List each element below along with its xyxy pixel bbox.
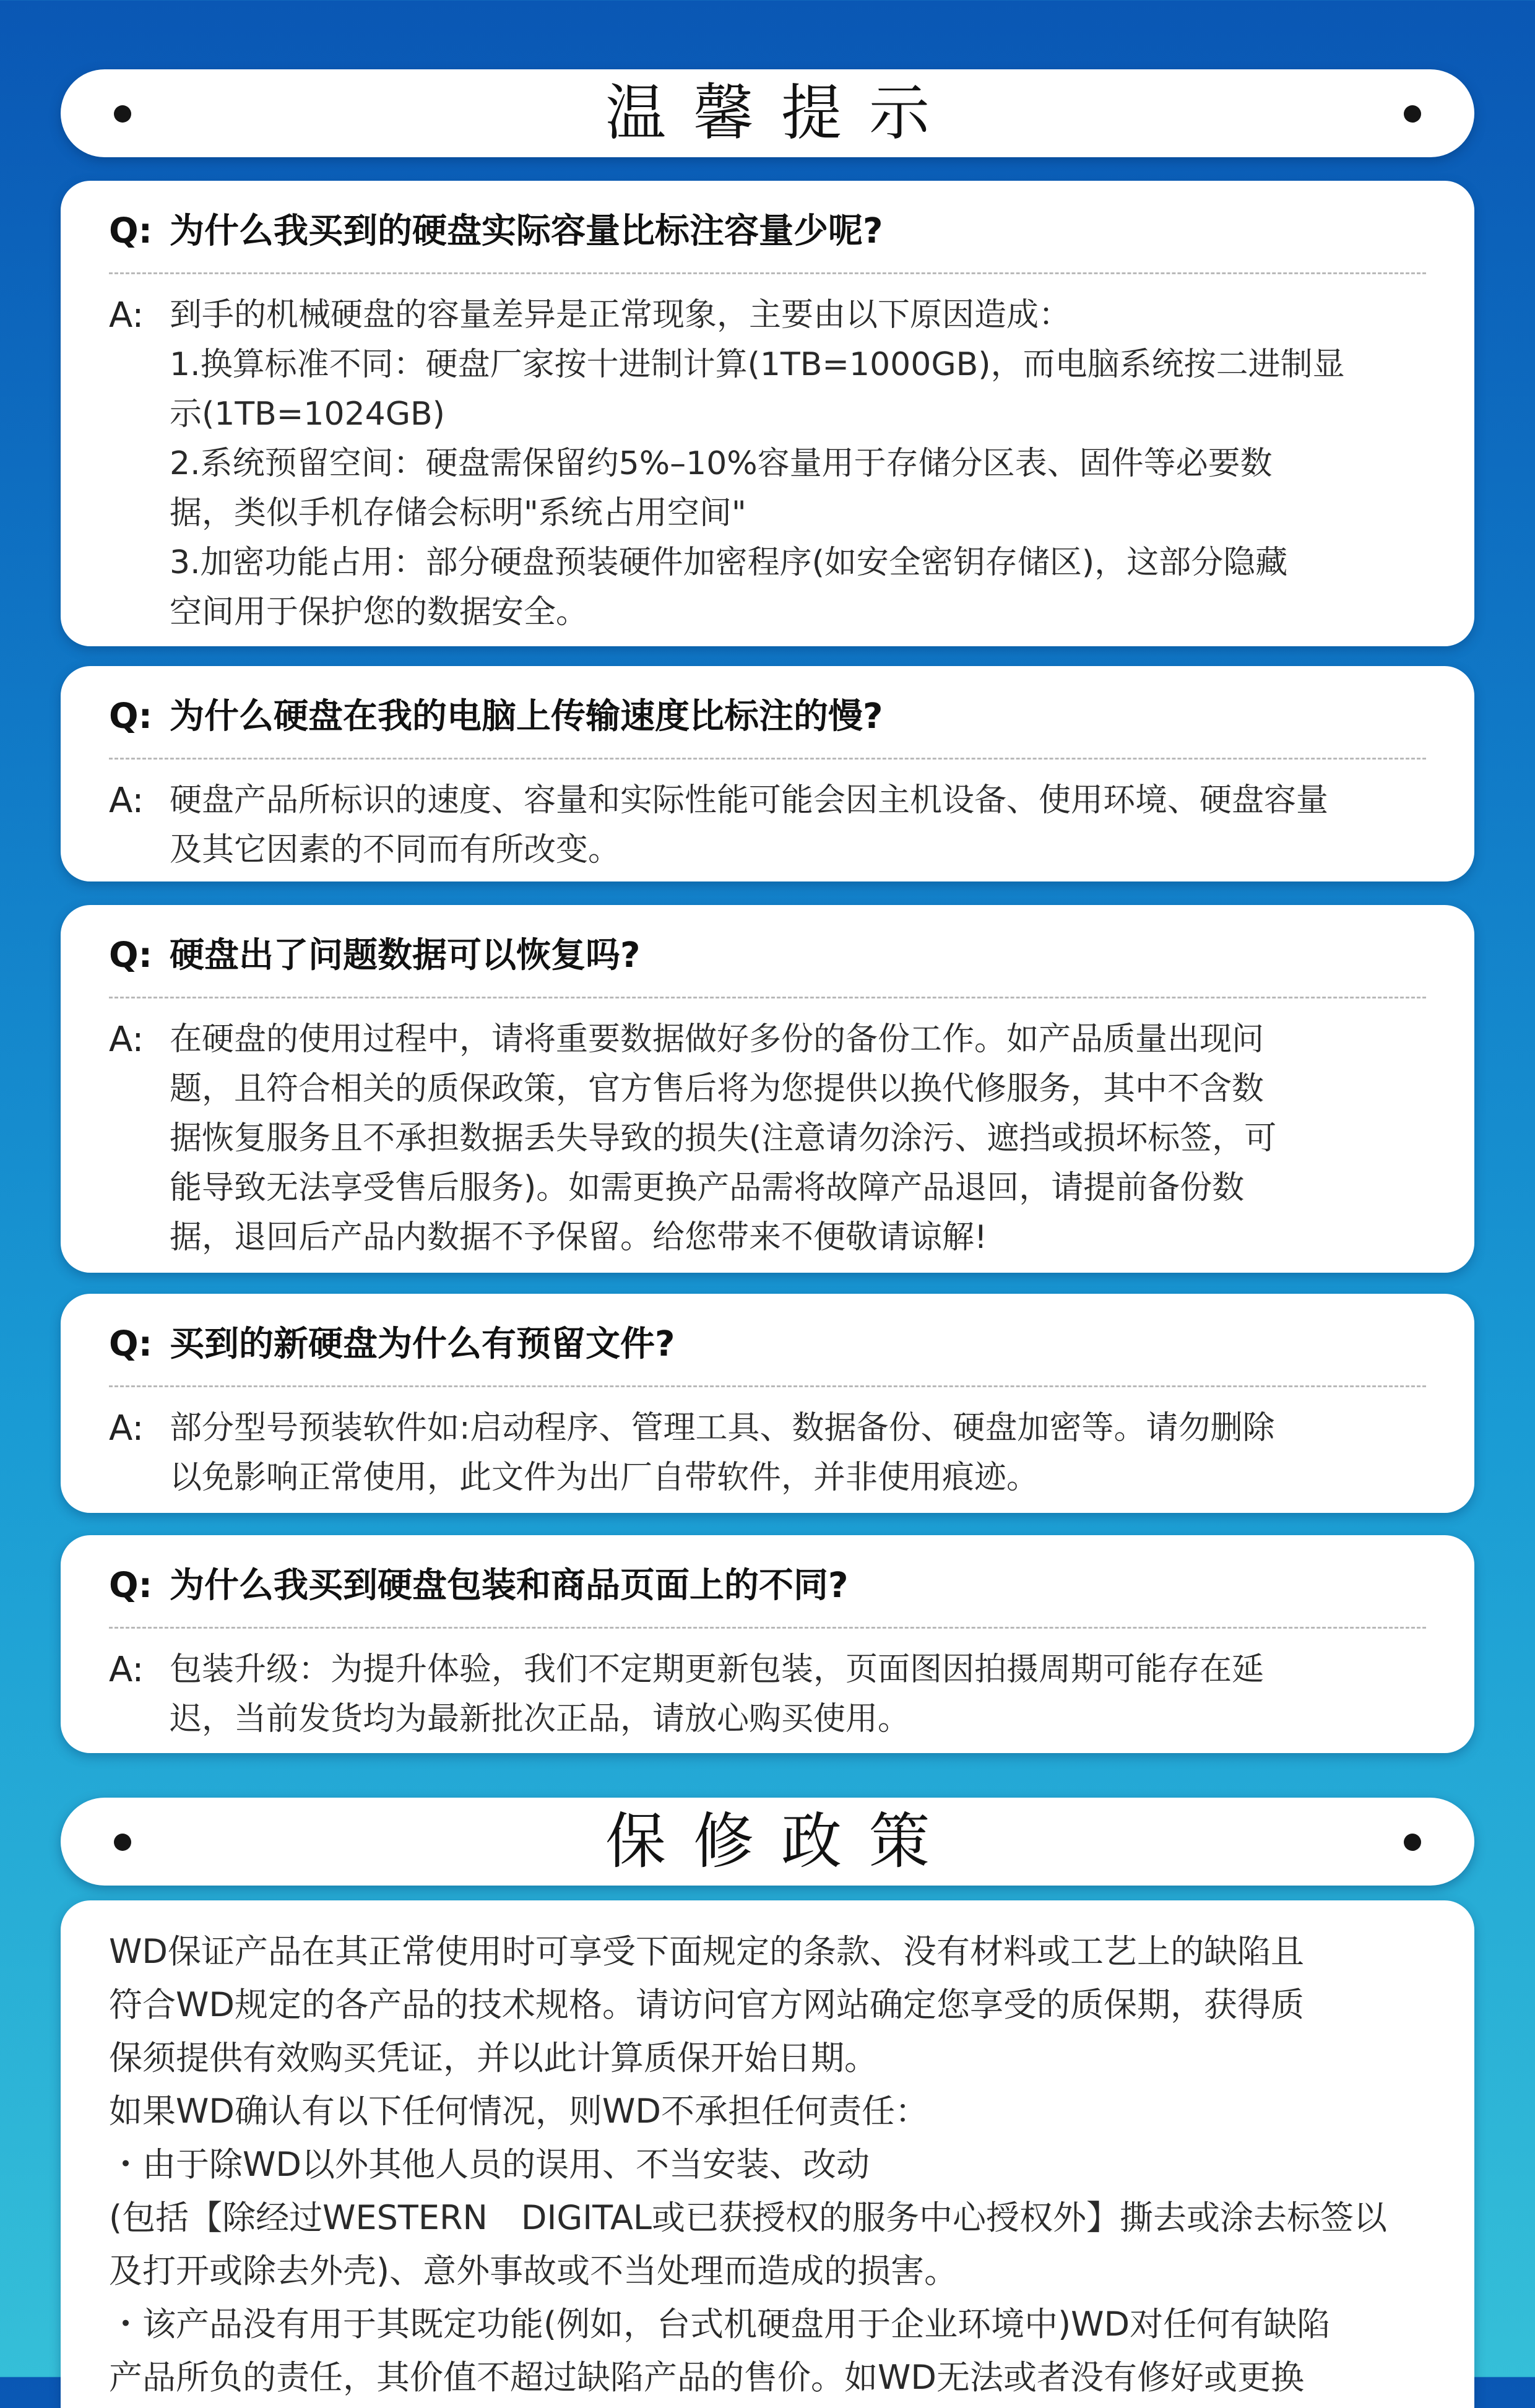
answer-line: 据，类似手机存储会标明"系统占用空间": [170, 495, 746, 532]
answer-text: [170, 290, 1426, 637]
warranty-line: WD保证产品在其正常使用时可享受下面规定的条款、没有材料或工艺上的缺陷且: [109, 1932, 1304, 1971]
warranty-banner-title: 保修政策: [605, 1806, 957, 1877]
answer-line: 硬盘产品所标识的速度、容量和实际性能可能会因主机设备、使用环境、硬盘容量: [170, 782, 1329, 819]
answer-row: [109, 1403, 1426, 1502]
tips-banner: [61, 69, 1474, 157]
warranty-line: 符合WD规定的各产品的技术规格。请访问官方网站确定您享受的质保期，获得质: [109, 1985, 1304, 2024]
answer-line: 题，且符合相关的质保政策，官方售后将为您提供以换代修服务，其中不含数: [170, 1070, 1265, 1107]
answer-line: 包装升级：为提升体验，我们不定期更新包装，页面图因拍摄周期可能存在延: [170, 1651, 1265, 1688]
answer-row: [109, 290, 1426, 637]
bullet-dot-icon: [1404, 1834, 1421, 1851]
question-text: 为什么我买到硬盘包装和商品页面上的不同?: [170, 1566, 849, 1606]
tips-banner-title: 温馨提示: [605, 78, 957, 149]
bullet-dot-icon: [1404, 105, 1421, 123]
warranty-line: 如果WD确认有以下任何情况，则WD不承担任何责任：: [109, 2092, 928, 2131]
warranty-banner: [61, 1798, 1474, 1886]
question-text: 为什么我买到的硬盘实际容量比标注容量少呢?: [170, 211, 883, 251]
answer-line: 据，退回后产品内数据不予保留。给您带来不便敬请谅解!: [170, 1219, 987, 1256]
warranty-card: [61, 1900, 1474, 2408]
warranty-line: ・该产品没有用于其既定功能(例如，台式机硬盘用于企业环境中)WD对任何有缺陷: [109, 2305, 1331, 2344]
warranty-line: 及打开或除去外壳)、意外事故或不当处理而造成的损害。: [109, 2251, 958, 2290]
answer-mark: A:: [109, 1408, 144, 1449]
answer-line: 部分型号预装软件如:启动程序、管理工具、数据备份、硬盘加密等。请勿删除: [170, 1410, 1275, 1447]
answer-line: 能导致无法享受售后服务)。如需更换产品需将故障产品退回，请提前备份数: [170, 1169, 1245, 1206]
answer-text: [170, 1645, 1426, 1744]
answer-line: 以免影响正常使用，此文件为出厂自带软件，并非使用痕迹。: [170, 1459, 1039, 1496]
warranty-line: 保须提供有效购买凭证，并以此计算质保开始日期。: [109, 2038, 878, 2077]
dashed-divider: [109, 997, 1426, 998]
dashed-divider: [109, 1385, 1426, 1387]
faq-card: [61, 1294, 1474, 1513]
answer-line: 到手的机械硬盘的容量差异是正常现象，主要由以下原因造成：: [170, 297, 1071, 334]
question-text: 为什么硬盘在我的电脑上传输速度比标注的慢?: [170, 696, 883, 737]
answer-text: [170, 1403, 1426, 1502]
answer-line: 2.系统预留空间：硬盘需保留约5%–10%容量用于存储分区表、固件等必要数: [170, 445, 1273, 482]
question-mark: Q:: [109, 696, 152, 737]
answer-mark: A:: [109, 1020, 144, 1060]
warranty-line: (包括【除经过WESTERN DIGITAL或已获授权的服务中心授权外】撕去或涂去标签以: [109, 2198, 1387, 2237]
answer-line: 在硬盘的使用过程中，请将重要数据做好多份的备份工作。如产品质量出现问: [170, 1021, 1265, 1058]
question-row: [109, 206, 1426, 258]
question-row: [109, 691, 1426, 743]
question-row: [109, 1319, 1426, 1371]
dashed-divider: [109, 758, 1426, 760]
question-row: [109, 930, 1426, 982]
faq-card: [61, 181, 1474, 646]
question-text: 买到的新硬盘为什么有预留文件?: [170, 1324, 675, 1364]
dashed-divider: [109, 272, 1426, 274]
question-mark: Q:: [109, 211, 152, 251]
answer-line: 空间用于保护您的数据安全。: [170, 594, 589, 631]
question-mark: Q:: [109, 1324, 152, 1364]
answer-mark: A:: [109, 781, 144, 821]
faq-card: [61, 666, 1474, 881]
question-mark: Q:: [109, 1566, 152, 1606]
question-row: [109, 1560, 1426, 1612]
answer-line: 1.换算标准不同：硬盘厂家按十进制计算(1TB=1000GB)，而电脑系统按二进制显: [170, 346, 1345, 383]
answer-line: 示(1TB=1024GB): [170, 396, 445, 433]
question-mark: Q:: [109, 935, 152, 976]
answer-line: 据恢复服务且不承担数据丢失导致的损失(注意请勿涂污、遮挡或损坏标签，可: [170, 1120, 1277, 1157]
answer-mark: A:: [109, 295, 144, 336]
answer-text: [170, 1015, 1426, 1262]
answer-line: 及其它因素的不同而有所改变。: [170, 831, 621, 868]
answer-line: 迟，当前发货均为最新批次正品，请放心购买使用。: [170, 1700, 910, 1738]
answer-text: [170, 776, 1426, 875]
faq-card: [61, 1535, 1474, 1753]
dashed-divider: [109, 1627, 1426, 1629]
answer-row: [109, 1645, 1426, 1744]
question-text: 硬盘出了问题数据可以恢复吗?: [170, 935, 641, 976]
answer-row: [109, 776, 1426, 875]
answer-row: [109, 1015, 1426, 1262]
warranty-line: ・由于除WD以外其他人员的误用、不当安装、改动: [109, 2145, 870, 2184]
faq-card: [61, 905, 1474, 1273]
answer-line: 3.加密功能占用：部分硬盘预装硬件加密程序(如安全密钥存储区)，这部分隐藏: [170, 544, 1288, 581]
warranty-line: 产品所负的责任，其价值不超过缺陷产品的售价。如WD无法或者没有修好或更换: [109, 2358, 1304, 2397]
answer-mark: A:: [109, 1650, 144, 1690]
